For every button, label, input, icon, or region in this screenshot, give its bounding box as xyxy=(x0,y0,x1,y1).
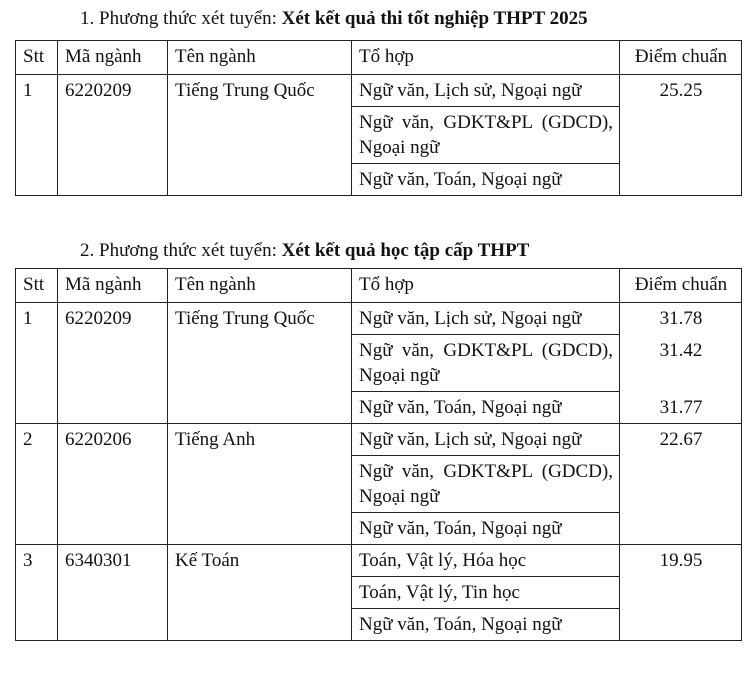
table-header-row xyxy=(16,41,742,75)
admission-table-2 xyxy=(15,268,742,641)
header-stt: Stt xyxy=(16,269,58,303)
header-score: Điểm chuẩn xyxy=(620,41,742,75)
section-2-title-prefix: 2. Phương thức xét tuyển: xyxy=(80,240,282,261)
header-name: Tên ngành xyxy=(168,269,352,303)
cell-stt: 3 xyxy=(16,545,58,641)
cell-combo: Ngữ văn, GDKT&PL (GDCD), Ngoại ngữ xyxy=(352,335,620,392)
header-code: Mã ngành xyxy=(58,41,168,75)
cell-combo: Ngữ văn, Lịch sử, Ngoại ngữ xyxy=(352,303,620,335)
cell-score: 25.25 xyxy=(620,75,742,196)
cell-score: 31.42 xyxy=(620,335,742,392)
cell-stt: 1 xyxy=(16,303,58,424)
cell-combo: Ngữ văn, Lịch sử, Ngoại ngữ xyxy=(352,424,620,456)
cell-stt: 2 xyxy=(16,424,58,545)
admission-table-1 xyxy=(15,40,742,196)
section-1-title-prefix: 1. Phương thức xét tuyển: xyxy=(80,8,282,29)
cell-score: 31.77 xyxy=(620,392,742,424)
cell-name: Tiếng Trung Quốc xyxy=(168,75,352,196)
section-1-title-bold: Xét kết quả thi tốt nghiệp THPT 2025 xyxy=(281,8,588,29)
cell-combo: Ngữ văn, Toán, Ngoại ngữ xyxy=(352,609,620,641)
cell-combo: Ngữ văn, Toán, Ngoại ngữ xyxy=(352,392,620,424)
section-1-title xyxy=(80,8,588,30)
header-code: Mã ngành xyxy=(58,269,168,303)
cell-combo: Toán, Vật lý, Tin học xyxy=(352,577,620,609)
cell-score: 22.67 xyxy=(620,424,742,545)
cell-combo: Ngữ văn, Toán, Ngoại ngữ xyxy=(352,164,620,196)
cell-code: 6220209 xyxy=(58,75,168,196)
cell-combo: Ngữ văn, Toán, Ngoại ngữ xyxy=(352,513,620,545)
header-stt: Stt xyxy=(16,41,58,75)
header-combo: Tổ hợp xyxy=(352,269,620,303)
cell-score: 31.78 xyxy=(620,303,742,335)
cell-combo: Ngữ văn, Lịch sử, Ngoại ngữ xyxy=(352,75,620,107)
table-row xyxy=(16,75,742,107)
cell-stt: 1 xyxy=(16,75,58,196)
section-2-title-bold: Xét kết quả học tập cấp THPT xyxy=(281,240,530,261)
table-header-row xyxy=(16,269,742,303)
cell-code: 6340301 xyxy=(58,545,168,641)
cell-name: Kế Toán xyxy=(168,545,352,641)
header-score: Điểm chuẩn xyxy=(620,269,742,303)
cell-code: 6220206 xyxy=(58,424,168,545)
cell-combo: Toán, Vật lý, Hóa học xyxy=(352,545,620,577)
cell-combo: Ngữ văn, GDKT&PL (GDCD), Ngoại ngữ xyxy=(352,456,620,513)
cell-name: Tiếng Trung Quốc xyxy=(168,303,352,424)
table-row xyxy=(16,545,742,577)
cell-name: Tiếng Anh xyxy=(168,424,352,545)
header-combo: Tổ hợp xyxy=(352,41,620,75)
section-2-title xyxy=(80,240,529,262)
table-row xyxy=(16,303,742,335)
table-row xyxy=(16,424,742,456)
cell-score: 19.95 xyxy=(620,545,742,641)
cell-combo: Ngữ văn, GDKT&PL (GDCD), Ngoại ngữ xyxy=(352,107,620,164)
header-name: Tên ngành xyxy=(168,41,352,75)
cell-code: 6220209 xyxy=(58,303,168,424)
